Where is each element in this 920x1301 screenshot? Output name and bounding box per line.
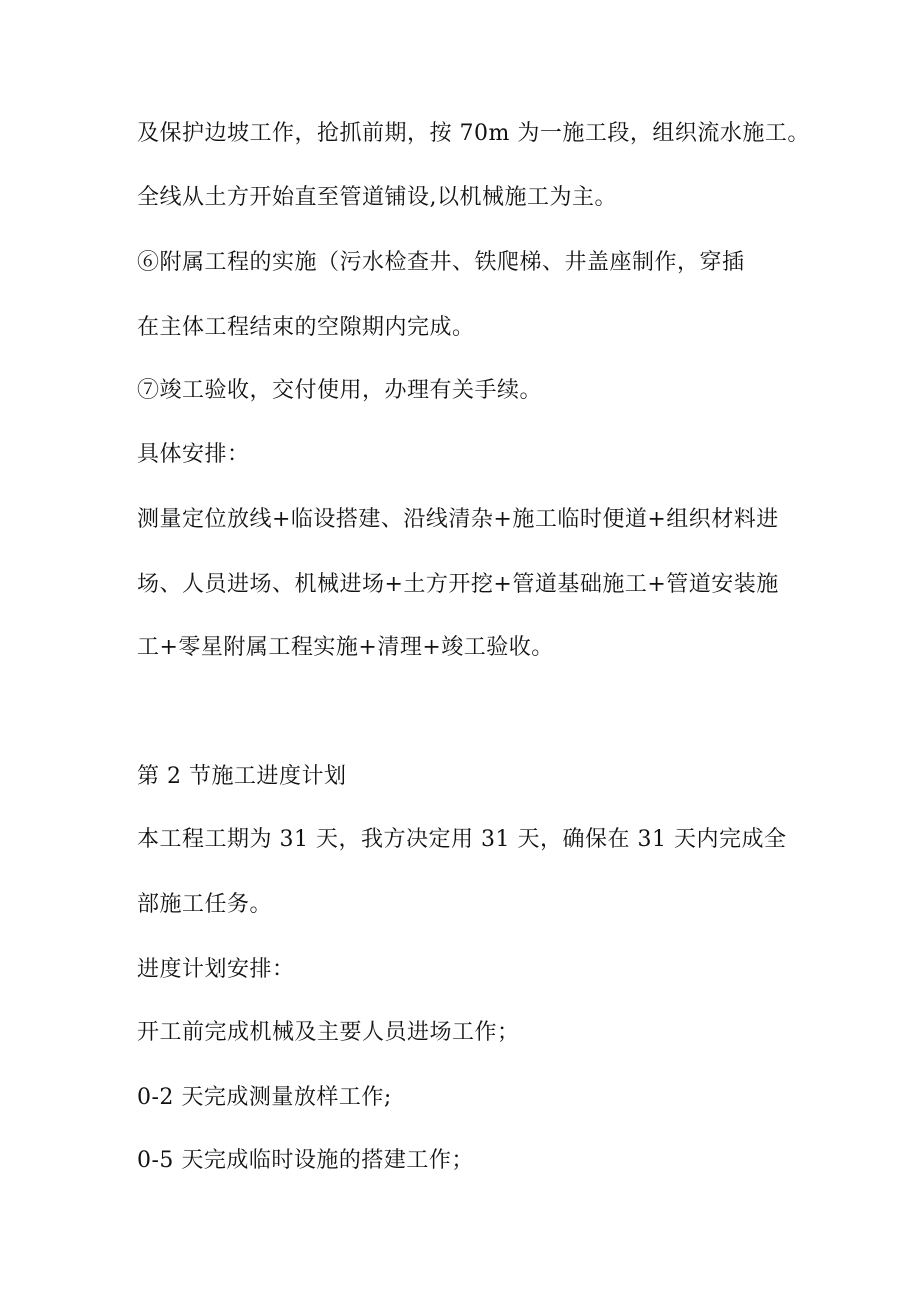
paragraph-line: 开工前完成机械及主要人员进场工作；: [137, 1020, 520, 1045]
subheading: 具体安排：: [137, 442, 250, 467]
paragraph-line: 本工程工期为 31 天，我方决定用 31 天，确保在 31 天内完成全: [137, 827, 787, 852]
paragraph-line: 全线从土方开始直至管道铺设,以机械施工为主。: [137, 185, 617, 210]
list-item-7: ⑦竣工验收，交付使用，办理有关手续。: [137, 378, 543, 403]
paragraph-line: 测量定位放线+临设搭建、沿线清杂+施工临时便道+组织材料进: [137, 507, 779, 532]
paragraph-line: 0-2 天完成测量放样工作;: [137, 1085, 392, 1110]
subheading: 进度计划安排：: [137, 957, 295, 982]
section-heading: 第 2 节施工进度计划: [137, 764, 347, 789]
paragraph-line: 及保护边坡工作，抢抓前期，按 70m 为一施工段，组织流水施工。: [137, 121, 810, 146]
paragraph-line: 部施工任务。: [137, 892, 273, 917]
paragraph-line: 0-5 天完成临时设施的搭建工作；: [137, 1148, 474, 1173]
paragraph-line: 工+零星附属工程实施+清理+竣工验收。: [137, 635, 554, 660]
list-item-6: ⑥附属工程的实施（污水检查井、铁爬梯、井盖座制作，穿插: [137, 250, 745, 275]
paragraph-line: 场、人员进场、机械进场+土方开挖+管道基础施工+管道安装施: [137, 572, 779, 597]
paragraph-line: 在主体工程结束的空隙期内完成。: [137, 315, 475, 340]
